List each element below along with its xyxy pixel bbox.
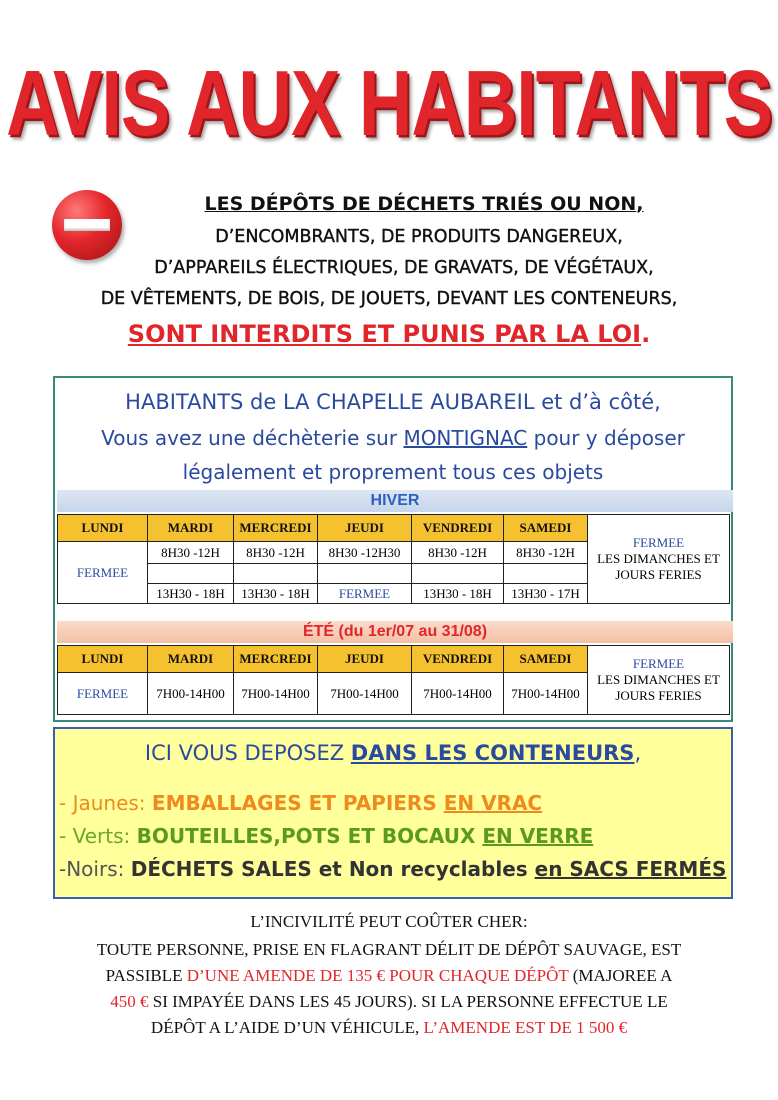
warning-line-1: L’INCIVILITÉ PEUT COÛTER CHER: bbox=[250, 912, 528, 931]
ete-hours-mercredi: 7H00-14H00 bbox=[234, 673, 318, 715]
ete-schedule-table bbox=[57, 645, 730, 715]
warning-line-4: 450 € SI IMPAYÉE DANS LES 45 JOURS). SI LA PERSONNE EFFECTUE LE bbox=[110, 992, 668, 1011]
page-title: AVIS AUX HABITANTS bbox=[6, 51, 772, 155]
warning-line-5: DÉPÔT A L’AIDE D’UN VÉHICULE, L’AMENDE EST DE 1 500 € bbox=[150, 1018, 628, 1037]
hiver-day-vendredi: VENDREDI bbox=[412, 515, 504, 542]
ete-hours-jeudi: 7H00-14H00 bbox=[318, 673, 412, 715]
hiver-morning-samedi: 8H30 -12H bbox=[504, 542, 588, 564]
notice-line-1: LES DÉPÔTS DE DÉCHETS TRIÉS OU NON, bbox=[204, 193, 644, 215]
bins-panel bbox=[53, 727, 733, 899]
hiver-day-mercredi: MERCREDI bbox=[234, 515, 318, 542]
intro-line-3: légalement et proprement tous ces objets bbox=[182, 460, 604, 484]
hiver-morning-jeudi: 8H30 -12H30 bbox=[318, 542, 412, 564]
hiver-morning-mardi: 8H30 -12H bbox=[148, 542, 234, 564]
bin-yellow: - Jaunes: EMBALLAGES ET PAPIERS EN VRAC bbox=[59, 791, 543, 815]
ete-lundi-cell: FERMEE bbox=[58, 673, 148, 715]
warning-line-2: TOUTE PERSONNE, PRISE EN FLAGRANT DÉLIT DE DÉPÔT SAUVAGE, EST bbox=[96, 940, 682, 959]
ete-day-jeudi: JEUDI bbox=[318, 646, 412, 673]
hiver-day-lundi: LUNDI bbox=[58, 515, 148, 542]
warning-line-3: PASSIBLE D’UNE AMENDE DE 135 € POUR CHAQUE DÉPÔT (MAJOREE A bbox=[105, 966, 673, 985]
season-ete-label: ÉTÉ (du 1er/07 au 31/08) bbox=[57, 621, 733, 643]
dechetterie-panel bbox=[53, 376, 733, 722]
hiver-closed-note: FERMEE LES DIMANCHES ET JOURS FERIES bbox=[588, 515, 730, 604]
intro-line-1: HABITANTS de LA CHAPELLE AUBAREIL et d’à côté, bbox=[125, 390, 661, 414]
hiver-afternoon-samedi: 13H30 - 17H bbox=[504, 584, 588, 604]
ete-closed-note: FERMEE LES DIMANCHES ET JOURS FERIES bbox=[588, 646, 730, 715]
hiver-day-samedi: SAMEDI bbox=[504, 515, 588, 542]
hiver-schedule-table bbox=[57, 514, 730, 604]
notice-line-2: D’ENCOMBRANTS, DE PRODUITS DANGEREUX, bbox=[215, 227, 623, 247]
notice-line-3: D’APPAREILS ÉLECTRIQUES, DE GRAVATS, DE VÉGÉTAUX, bbox=[154, 258, 654, 278]
hiver-afternoon-mardi: 13H30 - 18H bbox=[148, 584, 234, 604]
ete-hours-samedi: 7H00-14H00 bbox=[504, 673, 588, 715]
hiver-day-jeudi: JEUDI bbox=[318, 515, 412, 542]
bin-black: -Noirs: DÉCHETS SALES et Non recyclables en SACS FERMÉS bbox=[59, 857, 727, 881]
ete-day-samedi: SAMEDI bbox=[504, 646, 588, 673]
season-hiver-label: HIVER bbox=[57, 490, 733, 512]
notice-line-4: DE VÊTEMENTS, DE BOIS, DE JOUETS, DEVANT LES CONTENEURS, bbox=[100, 289, 678, 309]
hiver-morning-vendredi: 8H30 -12H bbox=[412, 542, 504, 564]
ete-hours-vendredi: 7H00-14H00 bbox=[412, 673, 504, 715]
ete-hours-mardi: 7H00-14H00 bbox=[148, 673, 234, 715]
place-name: MONTIGNAC bbox=[403, 426, 528, 450]
intro-line-2: Vous avez une déchèterie sur MONTIGNAC pour y déposer bbox=[101, 426, 685, 450]
hiver-afternoon-jeudi: FERMEE bbox=[318, 584, 412, 604]
ete-day-mardi: MARDI bbox=[148, 646, 234, 673]
hiver-afternoon-vendredi: 13H30 - 18H bbox=[412, 584, 504, 604]
ete-day-mercredi: MERCREDI bbox=[234, 646, 318, 673]
bins-heading: ICI VOUS DEPOSEZ DANS LES CONTENEURS, bbox=[144, 741, 642, 765]
notice-prohibited: SONT INTERDITS ET PUNIS PAR LA LOI. bbox=[127, 320, 651, 348]
ete-day-lundi: LUNDI bbox=[58, 646, 148, 673]
hiver-morning-mercredi: 8H30 -12H bbox=[234, 542, 318, 564]
ete-day-vendredi: VENDREDI bbox=[412, 646, 504, 673]
bin-green: - Verts: BOUTEILLES,POTS ET BOCAUX EN VERRE bbox=[59, 824, 594, 848]
hiver-lundi-cell: FERMEE bbox=[58, 542, 148, 604]
hiver-afternoon-mercredi: 13H30 - 18H bbox=[234, 584, 318, 604]
hiver-day-mardi: MARDI bbox=[148, 515, 234, 542]
